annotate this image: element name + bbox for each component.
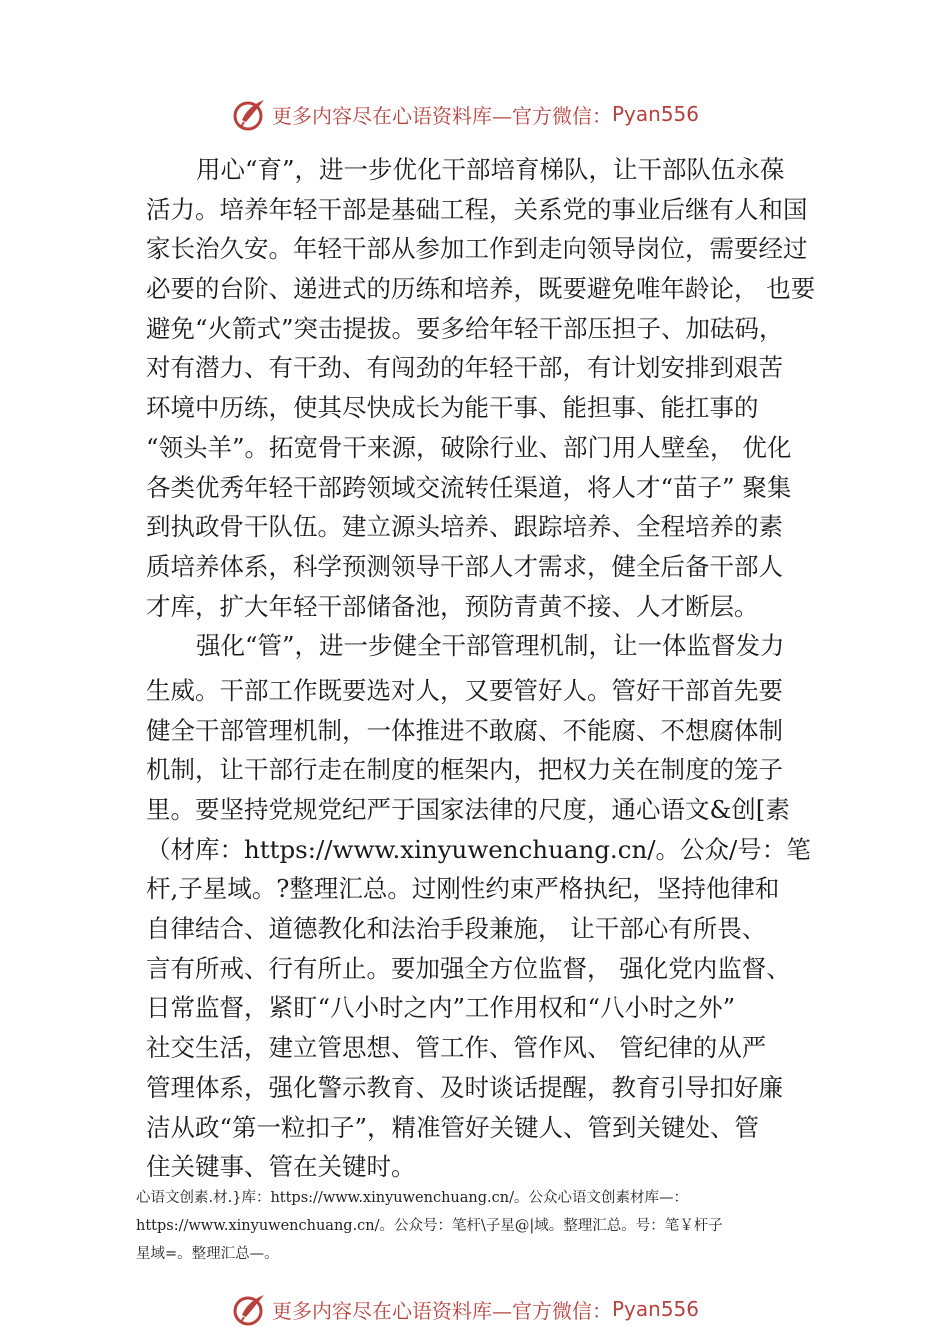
body-line: （材库：https://www.xinyuwenchuang.cn/。公众/号：笔 [146,834,811,864]
footer-banner-text: 更多内容尽在心语资料库—官方微信： [272,1298,612,1323]
footer-wechat-id: Pyan556 [612,1297,700,1321]
body-line: 杆,子星域。?整理汇总。过刚性约束严格执纪，坚持他律和 [146,874,780,904]
footer-banner [232,1289,732,1329]
body-line: 才库，扩大年轻干部储备池，预防青黄不接、人才断层。 [146,591,759,621]
body-line: 生威。干部工作既要选对人，又要管好人。管好干部首先要 [146,675,783,705]
body-line: 言有所戒、行有所止。要加强全方位监督， 强化党内监督、 [146,953,791,983]
body-line: “领头羊”。拓宽骨干来源，破除行业、部门用人壁垒， 优化 [146,432,792,462]
body-line: 活力。培养年轻干部是基础工程，关系党的事业后继有人和国 [146,194,808,224]
body-line: 管理体系，强化警示教育、及时谈话提醒，教育引导扣好廉 [146,1072,783,1102]
header-wechat-id: Pyan556 [612,102,700,126]
body-line: 住关键事、管在关键时。 [146,1152,416,1182]
body-line: 强化“管”，进一步健全干部管理机制，让一体监督发力 [196,631,785,661]
header-banner-text: 更多内容尽在心语资料库—官方微信： [272,103,612,128]
quill-logo-icon [232,96,268,132]
body-line: 里。要坚持党规党纪严于国家法律的尺度，通心语文&创[素 [146,795,790,824]
body-line: 洁从政“第一粒扣子”，精准管好关键人、管到关键处、管 [146,1112,760,1142]
quill-logo-icon [232,1291,268,1327]
header-banner [232,94,732,134]
body-line: 对有潜力、有干劲、有闯劲的年轻干部，有计划安排到艰苦 [146,353,783,383]
body-line: 各类优秀年轻干部跨领域交流转任渠道，将人才“苗子” 聚集 [146,472,792,502]
body-line: 家长治久安。年轻干部从参加工作到走向领导岗位，需要经过 [146,234,808,264]
footnote-line: 心语文创素.材.}库：https://www.xinyuwenchuang.cn/。公众心语文创素材库—： [136,1190,688,1206]
body-line: 日常监督，紧盯“八小时之内”工作用权和“八小时之外” [146,993,736,1023]
article-body [146,150,826,1187]
body-line: 必要的台阶、递进式的历练和培养，既要避免唯年龄论， 也要 [146,274,816,304]
body-line: 健全干部管理机制，一体推进不敢腐、不能腐、不想腐体制 [146,715,783,745]
body-line: 机制，让干部行走在制度的框架内，把权力关在制度的笼子 [146,755,783,785]
footnote-line: 星域=。整理汇总—。 [136,1246,279,1262]
body-line: 环境中历练，使其尽快成长为能干事、能担事、能扛事的 [146,393,759,423]
body-line: 避免“火箭式”突击提拔。要多给年轻干部压担子、加砝码， [146,313,784,343]
body-line: 自律结合、道德教化和法治手段兼施， 让干部心有所畏、 [146,914,767,944]
source-footnote [136,1184,826,1268]
footnote-line: https://www.xinyuwenchuang.cn/。公众号：笔杆\子星@|域。整理汇总。号：笔￥杆子 [136,1218,723,1234]
body-line: 社交生活，建立管思想、管工作、管作风、 管纪律的从严 [146,1033,767,1063]
body-line: 用心“育”，进一步优化干部培育梯队，让干部队伍永葆 [196,155,785,184]
body-line: 到执政骨干队伍。建立源头培养、跟踪培养、全程培养的素 [146,512,783,542]
body-line: 质培养体系，科学预测领导干部人才需求，健全后备干部人 [146,551,783,581]
